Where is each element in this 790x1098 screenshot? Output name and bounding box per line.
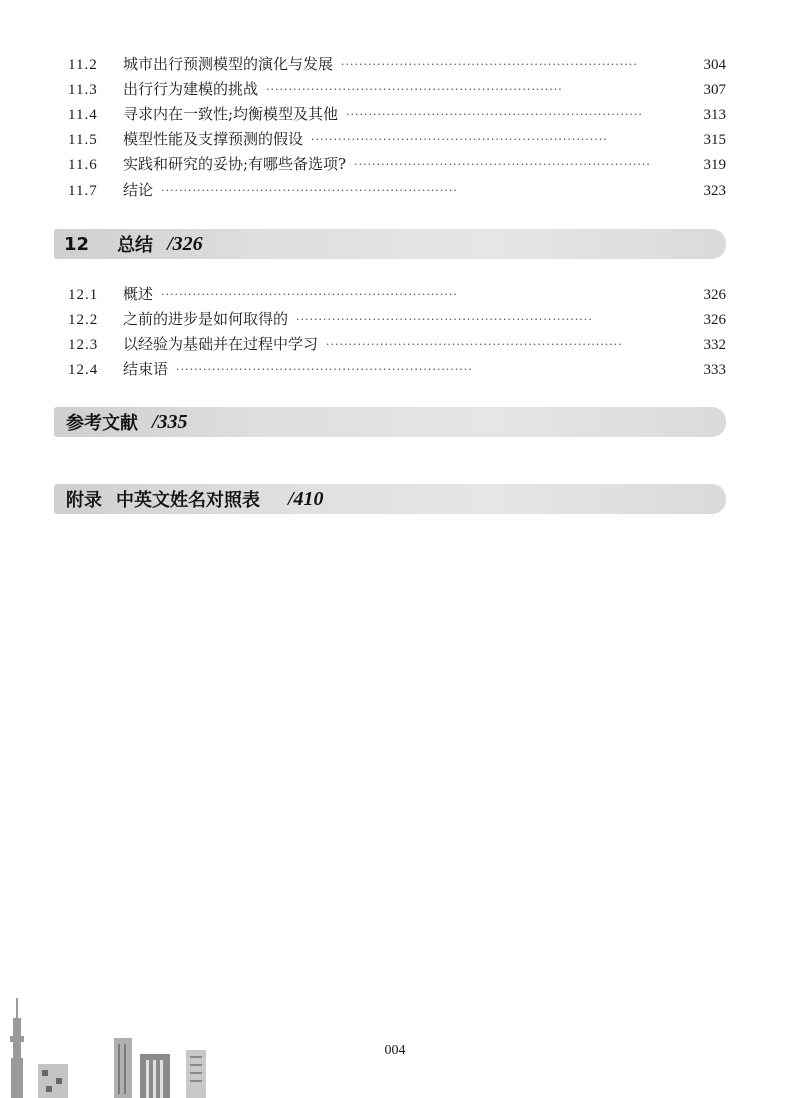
toc-entry-title: 结论 (123, 181, 154, 199)
toc-entry-page: 304 (703, 57, 726, 73)
toc-entry-number: 11.5 (68, 132, 98, 148)
dot-leader: ·································································· (341, 58, 638, 71)
dot-leader: ·································································· (176, 363, 473, 376)
toc-entry-title: 概述 (123, 285, 154, 303)
toc-entry-page: 315 (703, 132, 726, 148)
toc-entry[interactable] (68, 100, 726, 124)
toc-entry-number: 12.2 (68, 312, 99, 328)
appendix-title: 中英文姓名对照表 (116, 490, 260, 511)
toc-entry-page: 333 (703, 362, 726, 378)
references-page: /335 (152, 410, 188, 433)
toc-entry[interactable] (68, 176, 726, 200)
toc-entry-number: 11.6 (68, 157, 98, 173)
toc-entry-page: 307 (703, 82, 726, 98)
toc-entry-page: 319 (703, 157, 726, 173)
toc-entry-page: 326 (703, 312, 726, 328)
toc-entry-title: 城市出行预测模型的演化与发展 (123, 55, 334, 73)
toc-entry-number: 12.3 (68, 337, 99, 353)
toc-entry-page: 332 (703, 337, 726, 353)
chapter-12-heading[interactable] (54, 229, 726, 259)
appendix-page: /410 (288, 487, 324, 510)
toc-entry[interactable] (68, 50, 726, 74)
toc-entry[interactable] (68, 330, 726, 354)
toc-entry-page: 313 (703, 107, 726, 123)
toc-entry[interactable] (68, 150, 726, 174)
toc-entry-title: 出行行为建模的挑战 (123, 80, 259, 98)
toc-entry-number: 11.7 (68, 183, 98, 199)
dot-leader: ·································································· (326, 338, 623, 351)
toc-entry-page: 326 (703, 287, 726, 303)
references-heading[interactable] (54, 407, 726, 437)
toc-entry-number: 11.4 (68, 107, 98, 123)
appendix-label: 附录 (66, 490, 102, 511)
dot-leader: ·································································· (311, 133, 608, 146)
toc-entry-page: 323 (703, 183, 726, 199)
toc-entry-title: 实践和研究的妥协;有哪些备选项? (123, 155, 347, 173)
toc-entry-number: 12.1 (68, 287, 99, 303)
toc-entry[interactable] (68, 305, 726, 329)
toc-entry[interactable] (68, 125, 726, 149)
chapter-page: /326 (167, 232, 203, 255)
dot-leader: ·································································· (296, 313, 593, 326)
toc-entry-title: 寻求内在一致性;均衡模型及其他 (123, 105, 339, 123)
toc-entry-title: 结束语 (123, 360, 169, 378)
toc-entry-number: 11.2 (68, 57, 98, 73)
toc-entry-title: 模型性能及支撑预测的假设 (123, 130, 304, 148)
dot-leader: ·································································· (354, 158, 651, 171)
toc-entry[interactable] (68, 280, 726, 304)
dot-leader: ·································································· (266, 83, 563, 96)
appendix-heading[interactable] (54, 484, 726, 514)
toc-entry-number: 11.3 (68, 82, 98, 98)
dot-leader: ·································································· (346, 108, 643, 121)
toc-entry-title: 之前的进步是如何取得的 (123, 310, 289, 328)
toc-entry[interactable] (68, 355, 726, 379)
toc-entry-number: 12.4 (68, 362, 99, 378)
dot-leader: ·································································· (161, 184, 458, 197)
references-title: 参考文献 (66, 413, 138, 434)
chapter-number: 12 (64, 233, 90, 255)
dot-leader: ·································································· (161, 288, 458, 301)
city-skyline-illustration (0, 998, 240, 1098)
page-number: 004 (384, 1043, 406, 1058)
toc-entry-title: 以经验为基础并在过程中学习 (123, 335, 319, 353)
toc-entry[interactable] (68, 75, 726, 99)
chapter-title: 总结 (117, 235, 154, 256)
